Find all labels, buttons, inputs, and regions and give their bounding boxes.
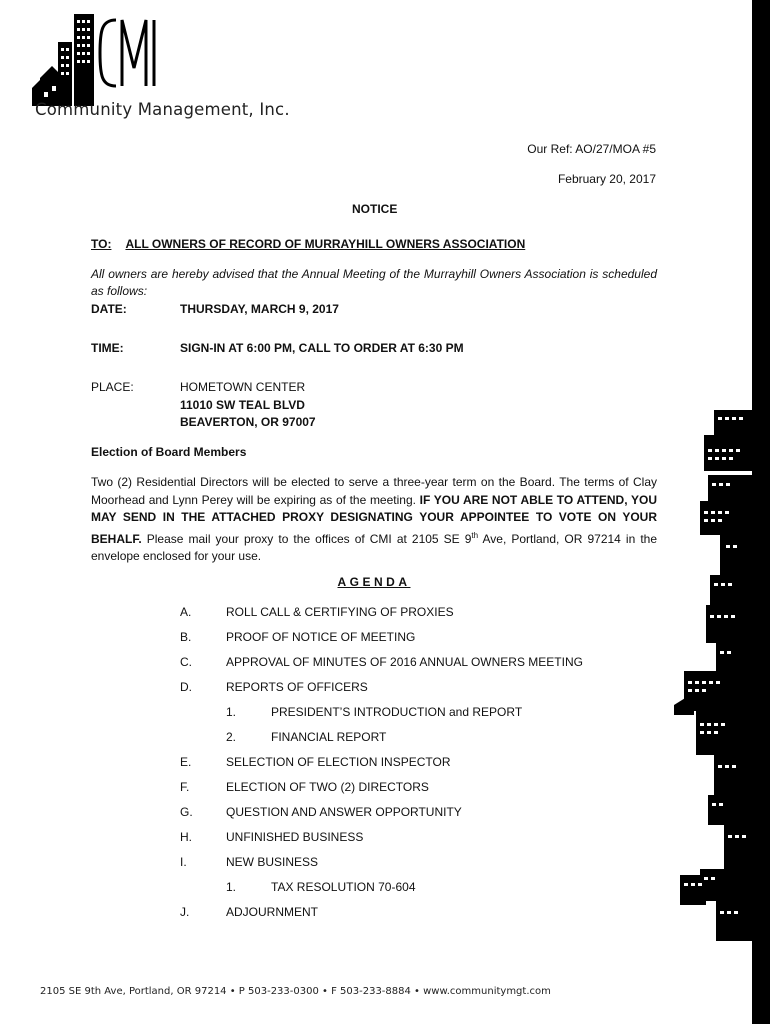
ordinal-suffix: th xyxy=(471,530,479,540)
agenda-text: APPROVAL OF MINUTES OF 2016 ANNUAL OWNERS MEETING xyxy=(226,655,583,669)
to-text: ALL OWNERS OF RECORD OF MURRAYHILL OWNERS ASSOCIATION xyxy=(125,237,526,251)
agenda-letter: I. xyxy=(180,855,187,869)
place-street: 11010 SW TEAL BLVD xyxy=(180,397,305,412)
agenda-letter: G. xyxy=(180,805,193,819)
footer-contact: 2105 SE 9th Ave, Portland, OR 97214 • P 503-233-0300 • F 503-233-8884 • www.communitymgt.com xyxy=(40,986,551,997)
agenda-letter: B. xyxy=(180,630,192,644)
meeting-date-row xyxy=(91,301,339,319)
meeting-place-row xyxy=(91,379,180,397)
place-address xyxy=(180,379,316,432)
meeting-time-row xyxy=(91,340,464,358)
agenda-text: UNFINISHED BUSINESS xyxy=(226,830,364,844)
agenda-number: 1. xyxy=(226,880,237,894)
agenda-text: TAX RESOLUTION 70-604 xyxy=(271,880,416,894)
agenda-text: PROOF OF NOTICE OF MEETING xyxy=(226,630,416,644)
reference-number: Our Ref: AO/27/MOA #5 xyxy=(527,142,656,156)
agenda-number: 2. xyxy=(226,730,237,744)
election-text-3: Ave, Portland, OR 97214 in the envelope enclosed for your use. xyxy=(91,531,658,563)
place-label: PLACE: xyxy=(91,380,134,394)
addressee-line xyxy=(91,237,525,251)
agenda-letter: E. xyxy=(180,755,192,769)
place-name: HOMETOWN CENTER xyxy=(180,380,306,394)
intro-text: All owners are hereby advised that the Annual Meeting of the Murrayhill Owners Association is scheduled as follows: xyxy=(91,267,657,298)
date-label: DATE: xyxy=(91,302,127,316)
agenda-text: ROLL CALL & CERTIFYING OF PROXIES xyxy=(226,605,454,619)
place-city: BEAVERTON, OR 97007 xyxy=(180,415,316,429)
agenda-text: FINANCIAL REPORT xyxy=(271,730,387,744)
agenda-letter: A. xyxy=(180,605,192,619)
agenda-letter: D. xyxy=(180,680,192,694)
election-paragraph xyxy=(91,474,657,566)
agenda-letter: H. xyxy=(180,830,192,844)
cmi-logo xyxy=(30,8,180,108)
agenda-text: NEW BUSINESS xyxy=(226,855,319,869)
proxy-notice: IF YOU ARE NOT ABLE TO ATTEND, YOU MAY SEND IN THE ATTACHED PROXY DESIGNATING YOUR APPOINTEE TO VOTE ON YOUR BEHALF. xyxy=(91,492,658,546)
election-text-2: Please mail your proxy to the offices of CMI at 2105 SE 9 xyxy=(141,531,472,546)
agenda-number: 1. xyxy=(226,705,237,719)
date-value: THURSDAY, MARCH 9, 2017 xyxy=(180,302,339,316)
agenda-letter: C. xyxy=(180,655,192,669)
time-label: TIME: xyxy=(91,341,124,355)
agenda-text: REPORTS OF OFFICERS xyxy=(226,680,368,694)
agenda-text: ADJOURNMENT xyxy=(226,905,318,919)
company-name: Community Management, Inc. xyxy=(35,100,290,119)
agenda-letter: F. xyxy=(180,780,190,794)
agenda-letter: J. xyxy=(180,905,190,919)
election-heading: Election of Board Members xyxy=(91,445,247,459)
to-label: TO: xyxy=(91,237,112,251)
agenda-text: SELECTION OF ELECTION INSPECTOR xyxy=(226,755,451,769)
election-text-1: Two (2) Residential Directors will be elected to serve a three-year term on the Board. The terms of Clay Moorhead and Lynn Perey will be expiring as of the meeting. xyxy=(91,475,657,507)
letter-date: February 20, 2017 xyxy=(557,172,656,186)
time-value: SIGN-IN AT 6:00 PM, CALL TO ORDER AT 6:30 PM xyxy=(180,341,464,355)
agenda-text: PRESIDENT’S INTRODUCTION and REPORT xyxy=(271,705,523,719)
agenda-text: QUESTION AND ANSWER OPPORTUNITY xyxy=(226,805,462,819)
city-skyline-graphic xyxy=(670,405,770,950)
agenda-text: ELECTION OF TWO (2) DIRECTORS xyxy=(226,780,429,794)
agenda-title: AGENDA xyxy=(337,575,411,589)
notice-title: NOTICE xyxy=(352,202,398,216)
